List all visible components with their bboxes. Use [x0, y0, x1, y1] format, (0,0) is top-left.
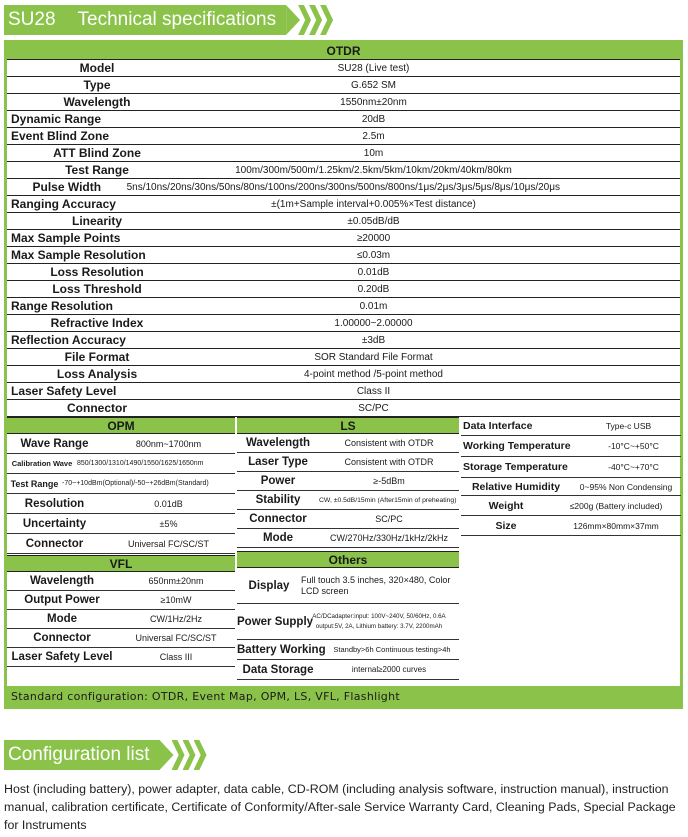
vfl-value: CW/1Hz/2Hz	[149, 614, 202, 624]
opm-row	[7, 494, 235, 514]
banner-arrow-tip	[160, 740, 174, 770]
opm-row	[7, 534, 235, 554]
otdr-row	[7, 332, 680, 349]
otdr-label: Model	[79, 61, 115, 75]
general-label: Weight	[488, 499, 524, 512]
otdr-row	[7, 247, 680, 264]
otdr-row	[7, 264, 680, 281]
otdr-label: Test Range	[65, 163, 129, 177]
ls-label: Connector	[249, 513, 307, 525]
otdr-value: ±3dB	[361, 334, 386, 346]
config-banner	[4, 740, 207, 770]
general-row	[461, 478, 681, 496]
ls-value: Consistent with OTDR	[344, 457, 434, 467]
ls-row	[237, 453, 459, 472]
opm-label: Resolution	[24, 497, 85, 510]
others-label: Display	[248, 579, 290, 592]
others-value-line: AC/DCadapter:input: 100V~240V, 50/60Hz, 0.6A	[312, 612, 446, 620]
chevron-right-icon	[174, 740, 207, 770]
ls-section-header: LS	[237, 417, 459, 434]
otdr-label: Connector	[67, 401, 127, 415]
otdr-label: File Format	[64, 350, 130, 364]
otdr-row	[7, 281, 680, 298]
configuration-list-text: Host (including battery), power adapter, data cable, CD-ROM (including analysis software, instruction manual), instruction manual, calibration certificate, Certificate of Conformity/After-sale Service Warranty Card, Cleaning Pads, Special Package for Instruments	[4, 782, 676, 832]
general-row	[461, 417, 681, 436]
general-row	[461, 516, 681, 536]
vfl-row	[7, 610, 235, 629]
otdr-row	[7, 230, 680, 247]
ls-row	[237, 510, 459, 529]
opm-row	[7, 454, 235, 474]
otdr-value: 10m	[363, 147, 384, 159]
otdr-label: Dynamic Range	[11, 112, 102, 126]
otdr-label: Loss Resolution	[50, 265, 144, 279]
ls-value: ≥-5dBm	[373, 476, 405, 486]
config-banner-label: Configuration list	[4, 740, 160, 770]
otdr-section-header: OTDR	[7, 43, 680, 60]
otdr-value: SC/PC	[358, 402, 389, 414]
otdr-value: ≥20000	[356, 232, 391, 244]
opm-label: Connector	[25, 537, 84, 550]
ls-row	[237, 491, 459, 510]
ls-row	[237, 434, 459, 453]
otdr-value: 4-point method /5-point method	[304, 368, 443, 380]
otdr-label: Ranging Accuracy	[11, 197, 116, 211]
vfl-label: Laser Safety Level	[11, 651, 113, 663]
opm-row	[7, 434, 235, 454]
otdr-row	[7, 179, 680, 196]
ls-section	[237, 417, 459, 548]
vfl-label: Connector	[33, 632, 91, 644]
vfl-section-header: VFL	[7, 555, 235, 572]
vfl-section	[7, 555, 235, 667]
others-value: Full touch 3.5 inches, 320×480, Color LCD screen	[301, 574, 451, 596]
otdr-value: G.652 SM	[350, 79, 397, 91]
otdr-row	[7, 213, 680, 230]
others-row	[237, 640, 459, 660]
general-value: 126mm×80mm×37mm	[573, 520, 659, 531]
general-section	[461, 417, 681, 536]
banner-arrow-tip	[286, 5, 300, 35]
opm-value: Universal FC/SC/ST	[127, 538, 209, 549]
others-row	[237, 604, 459, 640]
others-label: Data Storage	[242, 663, 314, 676]
otdr-label: Refractive Index	[50, 316, 144, 330]
otdr-value: 0.20dB	[357, 283, 390, 295]
otdr-label: Max Sample Points	[11, 231, 121, 245]
others-value: Standby>6h Continuous testing>4h	[333, 645, 451, 654]
otdr-row	[7, 128, 680, 145]
otdr-label: Event Blind Zone	[11, 129, 110, 143]
others-value-line: output:5V, 2A, Lithium battery: 3.7V, 2200mAh	[315, 622, 443, 630]
otdr-value: 0.01m	[359, 300, 388, 312]
vfl-row	[7, 572, 235, 591]
vfl-row	[7, 591, 235, 610]
otdr-table	[7, 60, 680, 417]
opm-value: 800nm~1700nm	[135, 438, 202, 449]
general-label: Data Interface	[463, 420, 533, 432]
vfl-value: 650nm±20nm	[148, 576, 204, 586]
others-row	[237, 660, 459, 680]
otdr-label: Type	[83, 78, 111, 92]
ls-value: SC/PC	[375, 514, 403, 524]
otdr-value: SU28 (Live test)	[337, 62, 410, 74]
others-label: Battery Working	[237, 643, 326, 656]
general-value: -40°C~+70°C	[608, 462, 659, 472]
others-value	[299, 612, 459, 632]
general-label: Relative Humidity	[471, 480, 561, 493]
otdr-value: 20dB	[361, 113, 386, 125]
otdr-value: ±(1m+Sample interval+0.005%×Test distance)	[271, 198, 476, 210]
standard-configuration: Standard configuration: OTDR, Event Map, OPM, LS, VFL, Flashlight	[7, 686, 680, 706]
otdr-value: 5ns/10ns/20ns/30ns/50ns/80ns/100ns/200ns/300ns/500ns/800ns/1μs/2μs/3μs/5μs/8μs/10μs/20μs	[126, 181, 560, 193]
others-section	[237, 551, 459, 680]
otdr-value: 0.01dB	[357, 266, 390, 278]
opm-label: Test Range	[10, 478, 59, 489]
otdr-label: Reflection Accuracy	[11, 333, 126, 347]
general-value: ≤200g (Battery included)	[569, 500, 663, 511]
opm-section	[7, 417, 235, 554]
otdr-label: Linearity	[71, 214, 122, 228]
otdr-row	[7, 383, 680, 400]
others-label: Power Supply	[237, 615, 314, 628]
otdr-row	[7, 162, 680, 179]
otdr-row	[7, 60, 680, 77]
otdr-row	[7, 111, 680, 128]
otdr-row	[7, 400, 680, 417]
ls-row	[237, 472, 459, 491]
otdr-value: ≤0.03m	[356, 249, 391, 261]
otdr-value: 1.00000~2.00000	[334, 317, 413, 329]
opm-label: Uncertainty	[22, 517, 87, 530]
otdr-row	[7, 298, 680, 315]
banner-title: Technical specifications	[77, 9, 277, 30]
vfl-label: Mode	[46, 613, 78, 625]
otdr-row	[7, 366, 680, 383]
otdr-value: SOR Standard File Format	[314, 351, 433, 363]
otdr-label: Loss Analysis	[56, 367, 138, 381]
general-value: 0~95% Non Condensing	[579, 481, 673, 492]
opm-value: 850/1300/1310/1490/1550/1625/1650nm	[77, 460, 204, 467]
otdr-label: Pulse Width	[32, 180, 102, 194]
general-row	[461, 496, 681, 516]
otdr-row	[7, 196, 680, 213]
vfl-row	[7, 648, 235, 667]
ls-value: Consistent with OTDR	[344, 438, 434, 448]
ls-label: Mode	[262, 532, 294, 544]
ls-value: CW/270Hz/330Hz/1kHz/2kHz	[329, 533, 449, 543]
ls-label: Wavelength	[245, 437, 311, 449]
general-label: Working Temperature	[463, 440, 571, 452]
ls-value: CW, ±0.5dB/15min (After15min of preheating)	[319, 496, 457, 504]
others-row	[237, 568, 459, 604]
otdr-row	[7, 94, 680, 111]
chevron-right-icon	[300, 5, 333, 35]
otdr-row	[7, 315, 680, 332]
otdr-label: Range Resolution	[11, 299, 114, 313]
others-section-header: Others	[237, 551, 459, 568]
vfl-value: Universal FC/SC/ST	[135, 633, 217, 643]
model-name: SU28	[8, 9, 56, 30]
vfl-value: ≥10mW	[160, 595, 192, 605]
vfl-label: Output Power	[24, 594, 100, 606]
spec-banner-label	[4, 5, 286, 35]
otdr-value: 100m/300m/500m/1.25km/2.5km/5km/10km/20km/40km/80km	[235, 164, 512, 176]
vfl-value: Class III	[159, 652, 193, 662]
otdr-value: Class II	[356, 385, 391, 397]
opm-label: Calibration Wave	[11, 459, 73, 468]
general-label: Storage Temperature	[463, 461, 568, 473]
vfl-row	[7, 629, 235, 648]
opm-value: ±5%	[159, 518, 178, 529]
otdr-value: 1550nm±20nm	[340, 96, 407, 108]
otdr-label: Wavelength	[63, 95, 131, 109]
ls-row	[237, 529, 459, 548]
otdr-label: Laser Safety Level	[11, 384, 117, 398]
general-row	[461, 457, 681, 478]
opm-value: -70~+10dBm(Optional)/-50~+26dBm(Standard)	[62, 480, 209, 487]
otdr-label: Loss Threshold	[52, 282, 142, 296]
opm-section-header: OPM	[7, 417, 235, 434]
otdr-label: Max Sample Resolution	[11, 248, 146, 262]
ls-label: Power	[260, 475, 296, 487]
general-row	[461, 436, 681, 457]
otdr-row	[7, 77, 680, 94]
otdr-row	[7, 349, 680, 366]
otdr-value: 2.5m	[362, 130, 385, 142]
general-value: Type-c USB	[605, 421, 652, 431]
opm-value: 0.01dB	[154, 498, 183, 509]
otdr-value: ±0.05dB/dB	[347, 215, 400, 227]
ls-label: Stability	[255, 494, 301, 506]
ls-label: Laser Type	[248, 456, 308, 468]
otdr-label: ATT Blind Zone	[53, 146, 141, 160]
others-value: internal≥2000 curves	[351, 665, 427, 674]
general-value: -10°C~+50°C	[608, 441, 659, 451]
otdr-row	[7, 145, 680, 162]
general-label: Size	[495, 519, 517, 532]
vfl-label: Wavelength	[29, 575, 95, 587]
spec-banner	[4, 5, 333, 35]
opm-row	[7, 514, 235, 534]
opm-label: Wave Range	[20, 437, 89, 450]
opm-row	[7, 474, 235, 494]
spec-table-frame	[4, 40, 683, 709]
